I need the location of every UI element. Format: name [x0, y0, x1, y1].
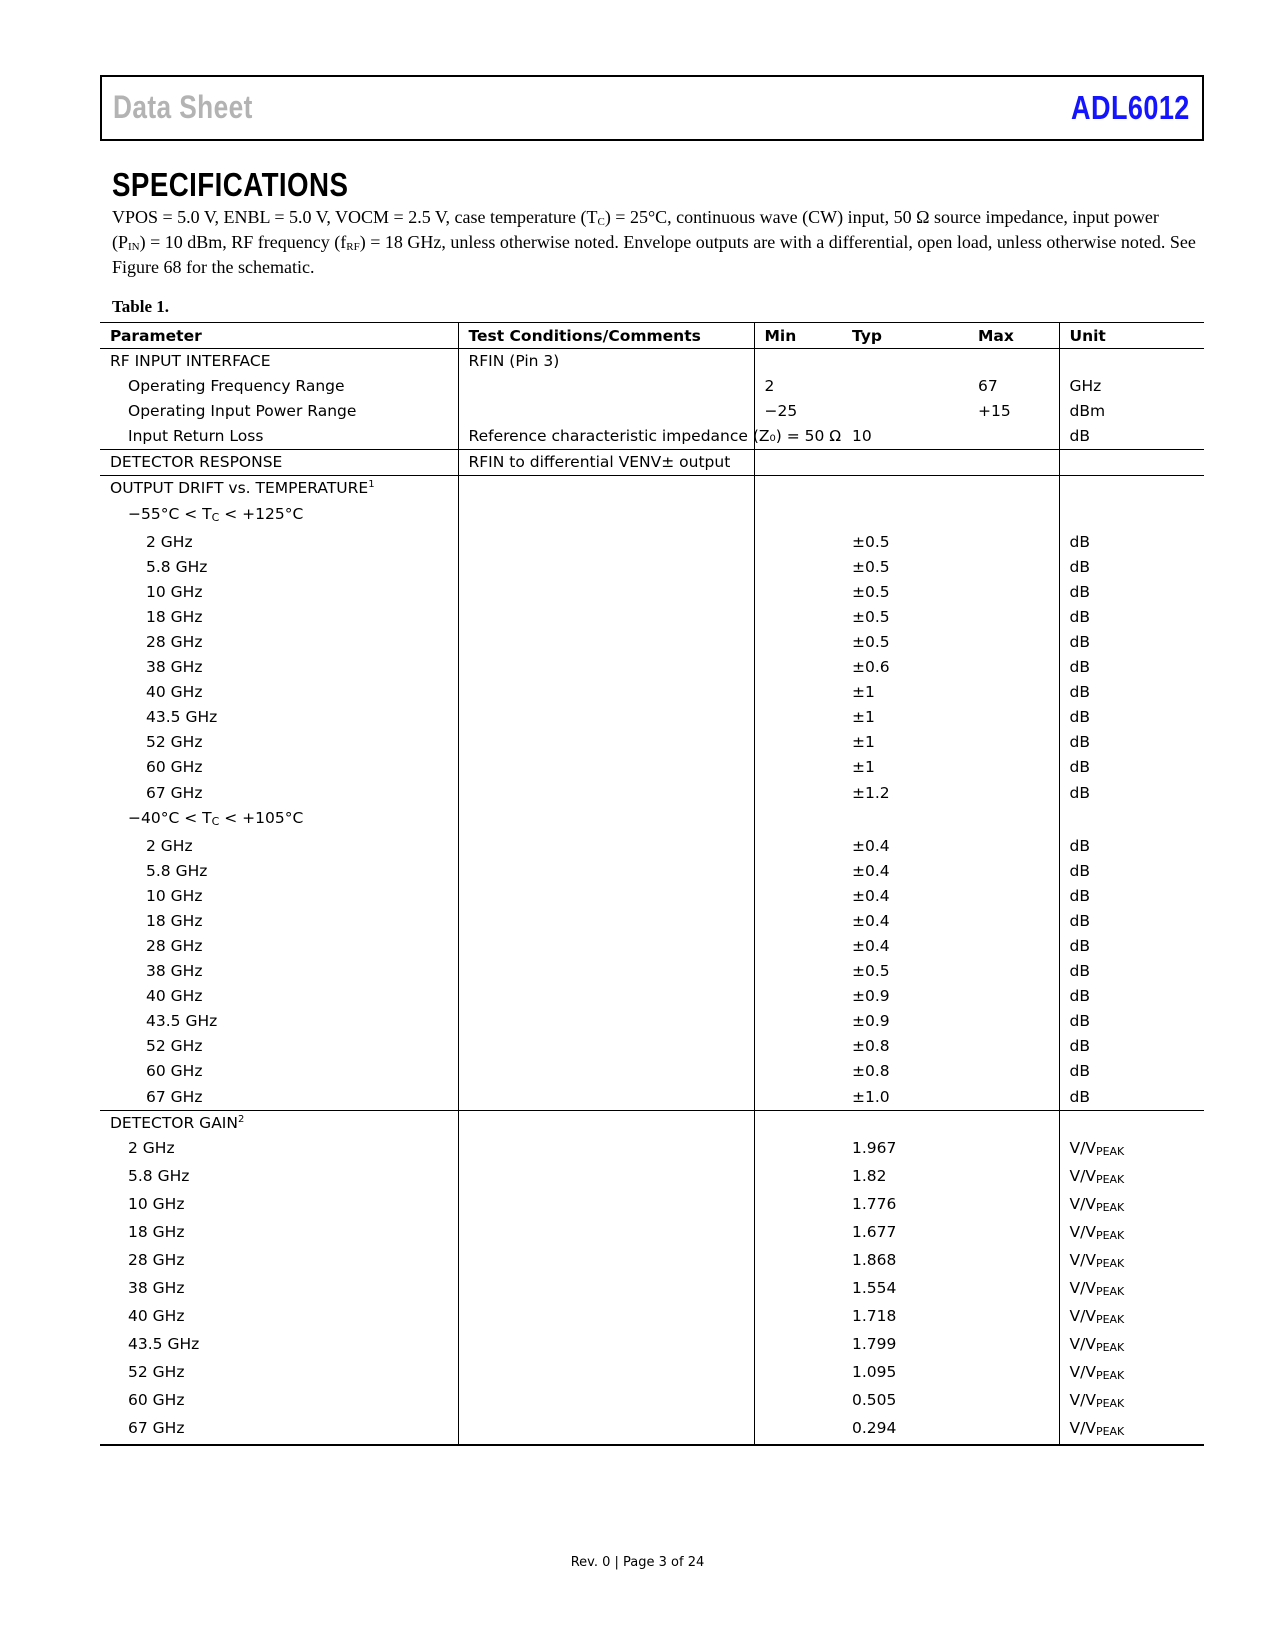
intro-paragraph: VPOS = 5.0 V, ENBL = 5.0 V, VOCM = 2.5 V, case temperature $(T_C) = 25^\circ C$, continuous wave (CW) input, 50 Ω source impedance, input power $(P_{IN}) = 10$ dBm, RF frequency $(f_{RF}) = 18$ GHz, unless otherwise noted. Envelope outputs are with a differential, open load, unless otherwise noted. See Figure 68 for the schematic. [112, 207, 1196, 277]
col-min: Min [754, 323, 842, 349]
section-title: SPECIFICATIONS [112, 166, 349, 203]
page-footer: Rev. 0 | Page 3 of 24 [570, 1555, 705, 1570]
unit-cell: V/VPEAK [1059, 1136, 1204, 1164]
table-row: 18 GHz ±0.5 dB [100, 605, 1204, 630]
col-typ: Typ [842, 323, 968, 349]
table-row: 5.8 GHz ±0.5 dB [100, 555, 1204, 580]
table-row: 38 GHz 1.554 V/VPEAK [100, 1276, 1204, 1304]
table-row: 18 GHz 1.677 V/VPEAK [100, 1220, 1204, 1248]
specifications-table [100, 322, 1204, 1446]
table-header-row [100, 323, 1204, 349]
unit-cell: V/VPEAK [1059, 1360, 1204, 1388]
page-header [100, 75, 1204, 141]
table-row: 40 GHz ±1 dB [100, 680, 1204, 705]
table-row: 38 GHz ±0.6 dB [100, 655, 1204, 680]
part-number[interactable]: ADL6012 [1071, 89, 1190, 126]
table-row: 18 GHz ±0.4 dB [100, 909, 1204, 934]
unit-cell: V/VPEAK [1059, 1192, 1204, 1220]
unit-cell: V/VPEAK [1059, 1164, 1204, 1192]
footnote-ref: 2 [237, 1113, 245, 1125]
table-row: 43.5 GHz 1.799 V/VPEAK [100, 1332, 1204, 1360]
table-row: 5.8 GHz ±0.4 dB [100, 859, 1204, 884]
table-row: 28 GHz ±0.4 dB [100, 934, 1204, 959]
col-unit: Unit [1059, 323, 1204, 349]
unit-cell: V/VPEAK [1059, 1304, 1204, 1332]
table-row: 60 GHz ±0.8 dB [100, 1059, 1204, 1084]
table-row: 2 GHz ±0.4 dB [100, 834, 1204, 859]
table-row: 52 GHz 1.095 V/VPEAK [100, 1360, 1204, 1388]
table-row: Operating Input Power Range −25 +15 dBm [100, 399, 1204, 424]
table-row: 2 GHz 1.967 V/VPEAK [100, 1136, 1204, 1164]
table-row: 38 GHz ±0.5 dB [100, 959, 1204, 984]
unit-cell: V/VPEAK [1059, 1416, 1204, 1445]
unit-cell: V/VPEAK [1059, 1388, 1204, 1416]
table-caption: Table 1. [112, 297, 170, 316]
section-row-detector-gain [100, 1110, 1204, 1136]
unit-cell: V/VPEAK [1059, 1220, 1204, 1248]
table-row: 60 GHz ±1 dB [100, 755, 1204, 780]
table-row: 10 GHz ±0.4 dB [100, 884, 1204, 909]
footnote-ref: 1 [368, 479, 375, 491]
col-conditions: Test Conditions/Comments [458, 323, 754, 349]
table-row: 28 GHz 1.868 V/VPEAK [100, 1248, 1204, 1276]
table-row: 60 GHz 0.505 V/VPEAK [100, 1388, 1204, 1416]
unit-cell: V/VPEAK [1059, 1332, 1204, 1360]
section-row-output-drift [100, 476, 1204, 502]
table-row: 5.8 GHz 1.82 V/VPEAK [100, 1164, 1204, 1192]
table-row: 10 GHz 1.776 V/VPEAK [100, 1192, 1204, 1220]
col-parameter: Parameter [100, 323, 458, 349]
table-row: 40 GHz ±0.9 dB [100, 984, 1204, 1009]
table-row: 67 GHz 0.294 V/VPEAK [100, 1416, 1204, 1445]
section-row-rf-input [100, 349, 1204, 375]
temperature-group-row: −55°C < TC < +125°C [100, 502, 1204, 530]
table-row: 67 GHz ±1.0 dB [100, 1085, 1204, 1111]
table-row: 10 GHz ±0.5 dB [100, 580, 1204, 605]
table-row: 40 GHz 1.718 V/VPEAK [100, 1304, 1204, 1332]
table-row: 67 GHz ±1.2 dB [100, 781, 1204, 806]
section-title-cell: DETECTOR GAIN$^2$ [110, 1113, 245, 1132]
table-row: Input Return Loss Reference characteristic impedance (Z₀) = 50 Ω 10 dB [100, 424, 1204, 450]
table-row: 43.5 GHz ±1 dB [100, 705, 1204, 730]
section-condition-cell: RFIN (Pin 3) [458, 349, 754, 375]
datasheet-label: Data Sheet [113, 89, 253, 125]
col-max: Max [968, 323, 1059, 349]
table-row: Operating Frequency Range 2 67 GHz [100, 374, 1204, 399]
unit-cell: V/VPEAK [1059, 1248, 1204, 1276]
table-row: 52 GHz ±1 dB [100, 730, 1204, 755]
table-row: 28 GHz ±0.5 dB [100, 630, 1204, 655]
table-row: 52 GHz ±0.8 dB [100, 1034, 1204, 1059]
table-row: 43.5 GHz ±0.9 dB [100, 1009, 1204, 1034]
unit-cell: V/VPEAK [1059, 1276, 1204, 1304]
table-row: 2 GHz ±0.5 dB [100, 530, 1204, 555]
section-title-cell: RF INPUT INTERFACE [110, 352, 271, 370]
section-title-cell: OUTPUT DRIFT vs. TEMPERATURE$^1$ [110, 479, 375, 498]
section-row-detector-response: DETECTOR RESPONSE RFIN to differential VENV± output [100, 450, 1204, 476]
temperature-group-row: −40°C < TC < +105°C [100, 806, 1204, 834]
